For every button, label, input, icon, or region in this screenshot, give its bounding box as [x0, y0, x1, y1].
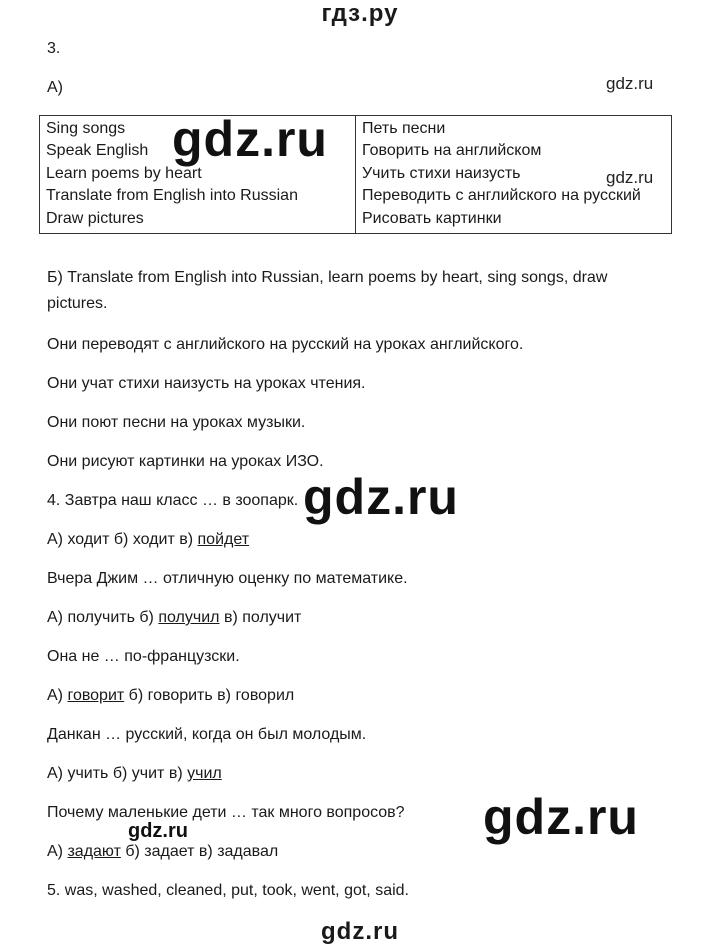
correct-answer: получил: [158, 609, 220, 626]
russian-phrase: Рисовать картинки: [362, 209, 502, 227]
option-c: в): [168, 765, 183, 782]
watermark: gdz.ru: [128, 820, 188, 842]
option-a: А) получить: [47, 609, 135, 626]
english-phrase: Speak English: [46, 142, 149, 160]
task3-part-b-line2: pictures.: [47, 295, 108, 312]
correct-answer: задают: [67, 843, 121, 860]
option-c: в) задавал: [198, 843, 279, 860]
option-b: б) учит: [112, 765, 165, 782]
task3-sentence: Они учат стихи наизусть на уроках чтения.: [47, 375, 366, 392]
option-c: в): [179, 531, 194, 548]
site-footer: gdz.ru: [321, 918, 399, 945]
watermark: gdz.ru: [303, 469, 459, 525]
watermark: gdz.ru: [606, 168, 654, 187]
task4-question-2: Вчера Джим … отличную оценку по математике.: [47, 570, 408, 587]
table-row: [40, 116, 672, 234]
task3-part-b-line1: Б) Translate from English into Russian, learn poems by heart, sing songs, draw: [47, 269, 608, 286]
task4-question-5: Почему маленькие дети … так много вопросов?: [47, 804, 405, 821]
task3-sentence: Они поют песни на уроках музыки.: [47, 414, 306, 431]
option-b: б) ходит: [113, 531, 175, 548]
option-a: А) ходит: [47, 531, 110, 548]
option-b: б) задает: [125, 843, 195, 860]
task3-part-a: А): [47, 79, 63, 96]
option-b: б) говорить: [128, 687, 213, 704]
correct-answer: пойдет: [197, 531, 250, 548]
option-b: б): [139, 609, 154, 626]
english-phrase: Translate from English into Russian: [46, 187, 298, 205]
option-a: А): [47, 687, 63, 704]
task4-question-1: 4. Завтра наш класс … в зоопарк.: [47, 492, 299, 509]
task4-options-1: [47, 531, 249, 549]
watermark: gdz.ru: [172, 111, 328, 167]
english-phrase: Sing songs: [46, 120, 126, 137]
option-c: в) получит: [223, 609, 302, 626]
task3-sentence: Они переводят с английского на русский на уроках английского.: [47, 336, 524, 353]
russian-phrase: Петь песни: [362, 120, 446, 137]
watermark: gdz.ru: [483, 789, 639, 845]
task4-options-5: [47, 843, 278, 861]
option-c: в) говорил: [217, 687, 295, 704]
task4-options-3: [47, 687, 294, 705]
task3-number: 3.: [47, 40, 61, 57]
russian-phrase: Переводить с английского на русский: [362, 187, 641, 205]
site-header: гдз.ру: [321, 0, 399, 27]
russian-phrase: Говорить на английском: [362, 142, 542, 160]
correct-answer: говорит: [67, 687, 125, 704]
task4-question-4: Данкан … русский, когда он был молодым.: [47, 726, 367, 743]
watermark: gdz.ru: [606, 74, 654, 93]
vocabulary-table: [39, 115, 672, 234]
task4-options-4: [47, 765, 222, 783]
option-a: А): [47, 843, 63, 860]
task3-sentence: Они рисуют картинки на уроках ИЗО.: [47, 453, 324, 470]
option-a: А) учить: [47, 765, 109, 782]
task4-options-2: [47, 609, 301, 627]
task5-text: 5. was, washed, cleaned, put, took, went, got, said.: [47, 882, 409, 899]
task4-question-3: Она не … по-французски.: [47, 648, 240, 665]
english-phrase: Draw pictures: [46, 209, 144, 227]
russian-phrase: Учить стихи наизусть: [362, 164, 521, 182]
english-phrase: Learn poems by heart: [46, 164, 202, 182]
correct-answer: учил: [187, 765, 222, 782]
